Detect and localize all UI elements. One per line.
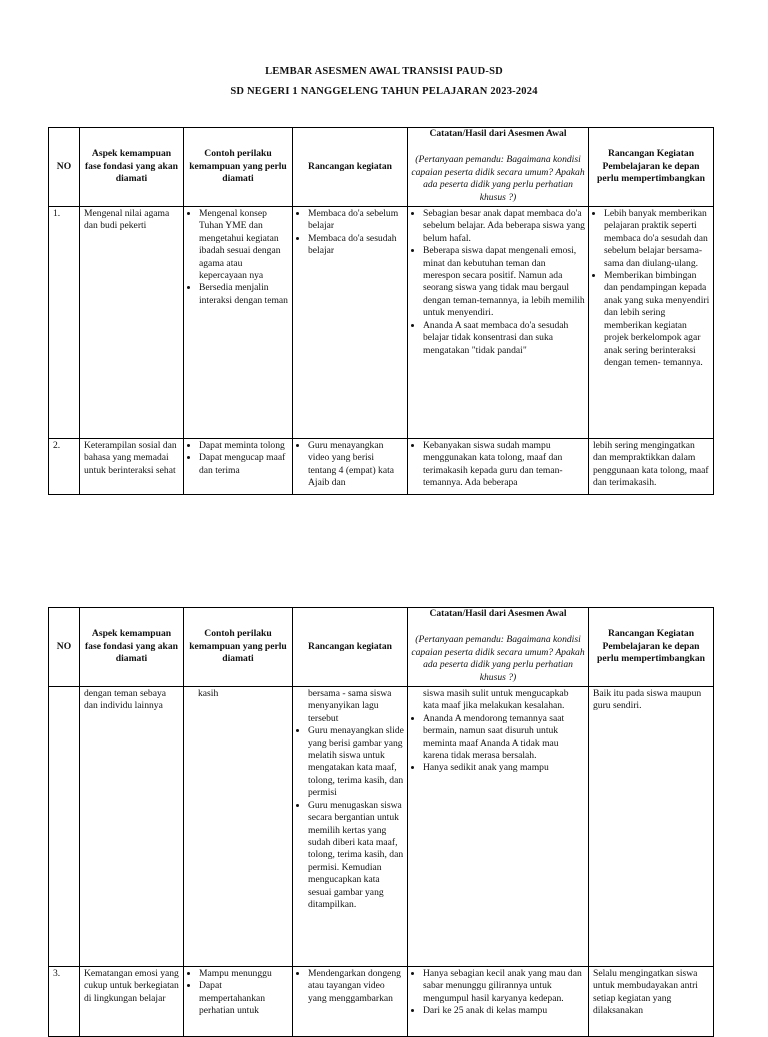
header-pembelajaran: Rancangan Kegiatan Pembelajaran ke depan perlu mempertimbangkan [589,608,714,687]
list-item: • Mengenal konsep Tuhan YME dan mengetahui kegiatan ibadah sesuai dengan agama atau kepercayaan nya [199,208,289,282]
header-catatan-note: (Pertanyaan pemandu: Bagaimana kondisi capaian peserta didik secara umum? Apakah ada peserta didik yang perlu perhatian khusus ?) [411,634,585,683]
header-catatan [408,608,589,687]
row-catatan [408,687,589,967]
table-row [49,439,714,495]
table-header-row [49,128,714,207]
header-catatan-title: Catatan/Hasil dari Asesmen Awal [429,128,567,139]
row-aspek: Mengenal nilai agama dan budi pekerti [80,207,184,439]
list-item: • Mendengarkan dongeng atau tayangan video yang menggambarkan [308,968,404,1005]
row-pembelajaran-text: lebih sering mengingatkan dan mempraktikkan dalam penggunaan kata tolong, maaf dan terimakasih. [593,440,709,489]
list-item: • Hanya sebagian kecil anak yang mau dan sabar menunggu gilirannya untuk mengumpul hasil karyanya kedepan. [423,968,585,1005]
row-pembelajaran [589,967,714,1037]
list-item: • Guru menayangkan video yang berisi tentang 4 (empat) kata Ajaib dan [308,440,404,490]
list-item: • Mampu menunggu [199,968,289,980]
row-no: 3. [49,967,80,1037]
table-row [49,207,714,439]
row-contoh [184,967,293,1037]
row-no: 1. [49,207,80,439]
row-contoh [184,207,293,439]
row-no: 2. [49,439,80,495]
header-rancangan: Rancangan kegiatan [293,128,408,207]
row-aspek: Keterampilan sosial dan bahasa yang memadai untuk berinteraksi sehat [80,439,184,495]
header-aspek: Aspek kemampuan fase fondasi yang akan diamati [80,608,184,687]
header-no: NO [49,128,80,207]
row-catatan [408,207,589,439]
row-catatan-text: siswa masih sulit untuk mengucapkab kata maaf jika melakukan kesalahan. [423,688,569,712]
table-row [49,967,714,1037]
row-rancangan-text: bersama - sama siswa menyanyikan lagu tersebut [308,688,392,724]
row-pembelajaran-text: Selalu mengingatkan siswa untuk membudayakan antri setiap kegiatan yang dilaksanakan [593,968,698,1017]
list-item: • Membaca do'a sebelum belajar [308,208,404,233]
list-item: • Beberapa siswa dapat mengenali emosi, minat dan kebutuhan teman dan merespon secara positif. Namun ada seorang siswa yang tidak mau bergaul dengan teman-temannya, ia lebih memilih untuk menyendiri. [423,245,585,319]
header-no: NO [49,608,80,687]
list-item: • Lebih banyak memberikan pelajaran praktik seperti membaca do'a sesudah dan sebelum belajar bersama-sama dan diulang-ulang. [604,208,710,270]
list-item: • Ananda A mendorong temannya saat bermain, namun saat disuruh untuk meminta maaf Ananda A tidak mau karena tidak merasa bersalah. [423,713,585,763]
table-header-row [49,608,714,687]
row-rancangan [293,439,408,495]
list-item: • Bersedia menjalin interaksi dengan teman [199,282,289,307]
list-item: • Dapat mengucap maaf dan terima [199,452,289,477]
row-contoh: kasih [184,687,293,967]
list-item: • Dari ke 25 anak di kelas mampu [423,1005,585,1017]
header-rancangan: Rancangan kegiatan [293,608,408,687]
row-catatan [408,439,589,495]
list-item: • Dapat meminta tolong [199,440,289,452]
list-item: • Guru menayangkan slide yang berisi gambar yang melatih siswa untuk mengatakan kata maaf, tolong, terima kasih, dan permisi [308,725,404,799]
header-pembelajaran: Rancangan Kegiatan Pembelajaran ke depan perlu mempertimbangkan [589,128,714,207]
header-catatan [408,128,589,207]
header-contoh: Contoh perilaku kemampuan yang perlu diamati [184,128,293,207]
list-item: • Guru menugaskan siswa secara bergantian untuk memilih kertas yang sudah diberi kata maaf, tolong, terima kasih, dan permisi. Kemudian mengucapkan kata sesuai gambar yang ditampilkan. [308,800,404,912]
row-pembelajaran [589,207,714,439]
row-contoh [184,439,293,495]
document-subtitle: SD NEGERI 1 NANGGELENG TAHUN PELAJARAN 2023-2024 [230,86,538,97]
row-rancangan [293,967,408,1037]
header-aspek: Aspek kemampuan fase fondasi yang akan diamati [80,128,184,207]
list-item: • Memberikan bimbingan dan pendampingan kepada anak yang suka menyendiri dan lebih sering memberikan kegiatan projek berkelompok agar anak sering berinteraksi dengan temen- temannya. [604,270,710,369]
document-title: LEMBAR ASESMEN AWAL TRANSISI PAUD-SD [265,66,503,77]
assessment-table-2 [48,607,714,1037]
assessment-table-1 [48,127,714,495]
row-aspek: Kematangan emosi yang cukup untuk berkegiatan di lingkungan belajar [80,967,184,1037]
table-row [49,687,714,967]
list-item: • Ananda A saat membaca do'a sesudah belajar tidak konsentrasi dan suka mengatakan "tidak pandai" [423,320,585,357]
row-pembelajaran [589,439,714,495]
row-pembelajaran [589,687,714,967]
row-rancangan [293,207,408,439]
row-pembelajaran-text: Baik itu pada siswa maupun guru sendiri. [593,688,702,712]
row-aspek: dengan teman sebaya dan individu lainnya [80,687,184,967]
header-contoh: Contoh perilaku kemampuan yang perlu diamati [184,608,293,687]
list-item: • Hanya sedikit anak yang mampu [423,762,585,774]
list-item: • Sebagian besar anak dapat membaca do'a sebelum belajar. Ada beberapa siswa yang belum hafal. [423,208,585,245]
header-catatan-title: Catatan/Hasil dari Asesmen Awal [429,608,567,619]
list-item: • Dapat mempertahankan perhatian untuk [199,980,289,1017]
list-item: • Membaca do'a sesudah belajar [308,233,404,258]
row-no [49,687,80,967]
row-catatan [408,967,589,1037]
header-catatan-note: (Pertanyaan pemandu: Bagaimana kondisi capaian peserta didik secara umum? Apakah ada peserta didik yang perlu perhatian khusus ?) [411,154,585,203]
row-rancangan [293,687,408,967]
list-item: • Kebanyakan siswa sudah mampu menggunakan kata tolong, maaf dan terimakasih kepada guru dan teman-temannya. Ada beberapa [423,440,585,490]
